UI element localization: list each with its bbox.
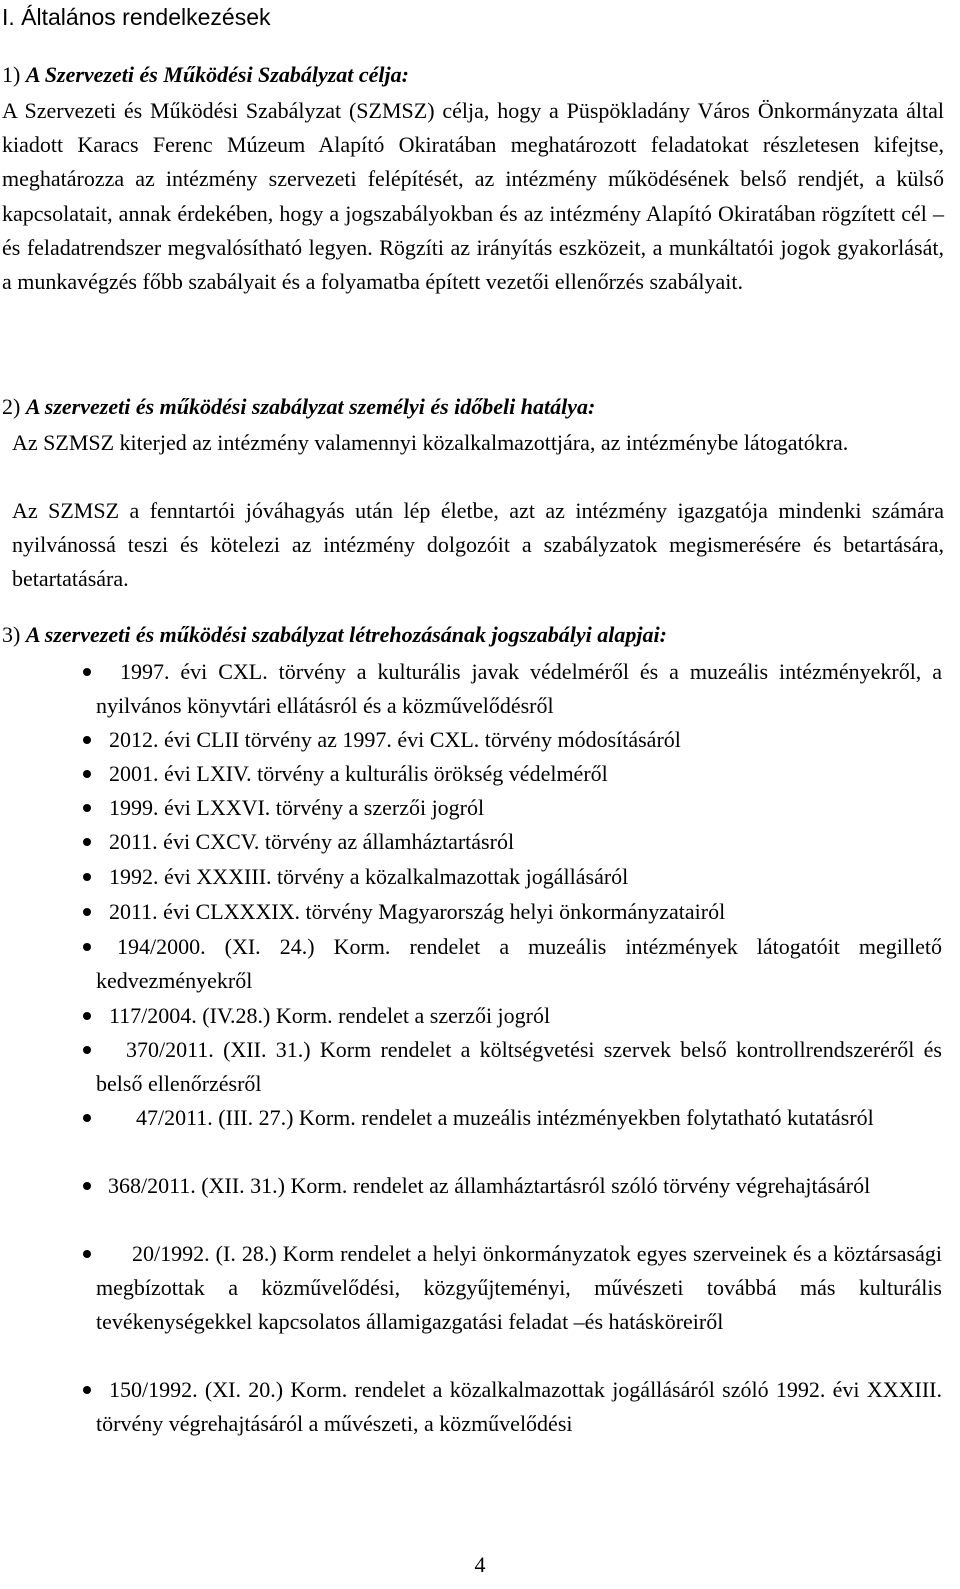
list-item-text: 47/2011. (III. 27.) Korm. rendelet a muzeális intézményekben folytatható kutatásról	[136, 1105, 874, 1130]
bullet-icon	[83, 668, 91, 676]
section-2-title	[2, 392, 595, 422]
bullet-icon	[83, 838, 91, 846]
section-1-label: A Szervezeti és Működési Szabályzat célja:	[25, 62, 409, 87]
section-2-paragraph-2: Az SZMSZ a fenntartói jóváhagyás után lép életbe, azt az intézmény igazgatója mindenki számára nyilvánossá teszi és kötelezi az intézmény dolgozóit a szabályzatok megismerésére és betartására, betartatására.	[12, 498, 944, 592]
bullet-icon	[83, 1386, 91, 1394]
bullet-icon	[83, 1012, 91, 1020]
section-3-label: A szervezeti és működési szabályzat létrehozásának jogszabályi alapjai:	[25, 622, 667, 647]
section-3-title	[2, 620, 667, 650]
list-item-text: 2011. évi CXCV. törvény az államháztartásról	[109, 829, 515, 854]
chapter-heading: I. Általános rendelkezések	[2, 4, 271, 30]
list-item-text: 117/2004. (IV.28.) Korm. rendelet a szerzői jogról	[109, 1003, 551, 1028]
list-item-text: 370/2011. (XII. 31.) Korm rendelet a költségvetési szervek belső kontrollrendszeréről és belső ellenőrzésről	[96, 1037, 942, 1097]
section-3-number: 3)	[2, 622, 26, 647]
list-item-text: 1997. évi CXL. törvény a kulturális javak védelméről és a muzeális intézményekről, a nyilvános könyvtári ellátásról és a közművelődésről	[96, 659, 942, 719]
bullet-icon	[83, 908, 91, 916]
section-2-paragraph-1: Az SZMSZ kiterjed az intézmény valamennyi közalkalmazottjára, az intézménybe látogatókra.	[12, 430, 849, 455]
section-2-number: 2)	[2, 394, 26, 419]
bullet-icon	[83, 770, 91, 778]
bullet-icon	[83, 1114, 91, 1122]
section-1-number: 1)	[2, 62, 26, 87]
bullet-icon	[83, 1046, 91, 1054]
page-number: 4	[474, 1552, 486, 1577]
list-item-text: 1999. évi LXXVI. törvény a szerzői jogról	[109, 795, 485, 820]
list-item-text: 20/1992. (I. 28.) Korm rendelet a helyi önkormányzatok egyes szerveinek és a köztársasági megbízottak a közművelődési, közgyűjteményi, művészeti továbbá más kulturális tevékenységekkel kapcsolatos államigazgatási feladat –és hatásköreiről	[96, 1241, 942, 1335]
bullet-icon	[83, 873, 91, 881]
list-item-text: 2012. évi CLII törvény az 1997. évi CXL. törvény módosításáról	[109, 727, 681, 752]
section-2-label: A szervezeti és működési szabályzat személyi és időbeli hatálya:	[25, 394, 596, 419]
bullet-icon	[83, 736, 91, 744]
bullet-icon	[83, 804, 91, 812]
section-1-title	[2, 60, 409, 90]
list-item-text: 1992. évi XXXIII. törvény a közalkalmazottak jogállásáról	[109, 864, 629, 889]
list-item-text: 194/2000. (XI. 24.) Korm. rendelet a muzeális intézmények látogatóit megillető kedvezményekről	[96, 934, 942, 994]
bullet-icon	[83, 943, 91, 951]
section-1-body: A Szervezeti és Működési Szabályzat (SZMSZ) célja, hogy a Püspökladány Város Önkormányzata által kiadott Karacs Ferenc Múzeum Alapító Okiratában meghatározott feladatokat részletesen kifejtse, meghatározza az intézmény szervezeti felépítését, az intézmény működésének belső rendjét, a külső kapcsolatait, annak érdekében, hogy a jogszabályokban és az intézmény Alapító Okiratában rögzített cél – és feladatrendszer megvalósítható legyen. Rögzíti az irányítás eszközeit, a munkáltatói jogok gyakorlását, a munkavégzés főbb szabályait és a folyamatba épített vezetői ellenőrzés szabályait.	[2, 98, 944, 295]
bullet-icon	[83, 1182, 91, 1190]
list-item-text: 368/2011. (XII. 31.) Korm. rendelet az államháztartásról szóló törvény végrehajtásáról	[108, 1173, 871, 1198]
list-item-text: 2011. évi CLXXXIX. törvény Magyarország helyi önkormányzatairól	[109, 899, 726, 924]
list-item-text: 2001. évi LXIV. törvény a kulturális örökség védelméről	[109, 761, 608, 786]
list-item-text: 150/1992. (XI. 20.) Korm. rendelet a közalkalmazottak jogállásáról szóló 1992. évi XXXIII. törvény végrehajtásáról a művészeti, a közművelődési	[96, 1377, 942, 1437]
bullet-icon	[83, 1250, 91, 1258]
